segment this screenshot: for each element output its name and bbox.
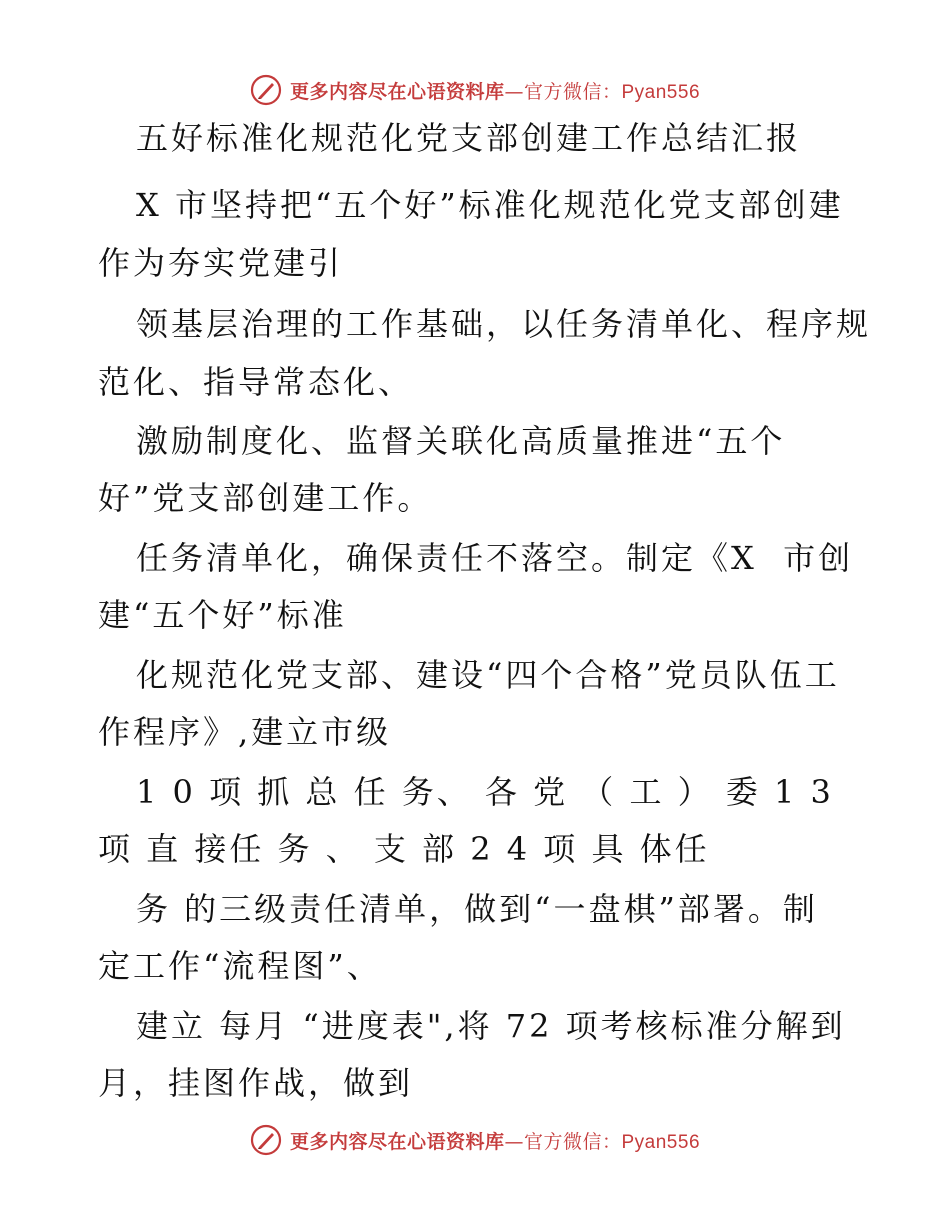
watermark-wechat-id: Pyan556 [621,1131,701,1153]
paragraph-line: 范化、指导常态化、 [98,363,414,401]
paragraph-line: 领基层治理的工作基础，以任务清单化、程序规 [136,305,872,343]
paragraph-line: 月，挂图作战，做到 [98,1064,414,1102]
watermark-wechat-label: 官方微信： [523,80,622,103]
paragraph-line: X 市坚持把“五个好”标准化规范化党支部创建 [136,186,844,224]
feather-pen-logo-icon [250,74,282,106]
document-title: 五好标准化规范化党支部创建工作总结汇报 [136,119,802,157]
footer-watermark [0,1120,950,1160]
feather-pen-logo-icon [250,1124,282,1156]
watermark-wechat-id: Pyan556 [621,81,701,103]
watermark-dash: — [504,1130,524,1153]
paragraph-line: 务 的三级责任清单，做到“一盘棋”部署。制 [136,890,818,928]
paragraph-line: 任务清单化，确保责任不落空。制定《X 市创 [136,539,854,577]
paragraph-line: 好”党支部创建工作。 [98,479,433,517]
paragraph-line: 建“五个好”标准 [98,596,347,634]
header-watermark [0,70,950,110]
paragraph-line: 化规范化党支部、建设“四个合格”党员队伍工 [136,656,840,694]
paragraph-line: 1 0 项 抓 总 任 务、 各 党 （ 工 ） 委 1 3 [136,773,834,811]
watermark-title: 更多内容尽在心语资料库 [289,1130,505,1153]
paragraph-line: 定工作“流程图”、 [98,947,382,985]
paragraph-line: 激励制度化、监督关联化高质量推进“五个 [136,422,786,460]
paragraph-line: 项 直 接任 务 、 支 部 2 4 项 具 体任 [98,830,710,868]
watermark-dash: — [504,80,524,103]
paragraph-line: 作程序》,建立市级 [98,713,392,751]
watermark-wechat-label: 官方微信： [523,1130,622,1153]
paragraph-line: 作为夯实党建引 [98,244,344,282]
watermark-title: 更多内容尽在心语资料库 [289,80,505,103]
paragraph-line: 建立 每月 “进度表",将 72 项考核标准分解到 [136,1007,846,1045]
